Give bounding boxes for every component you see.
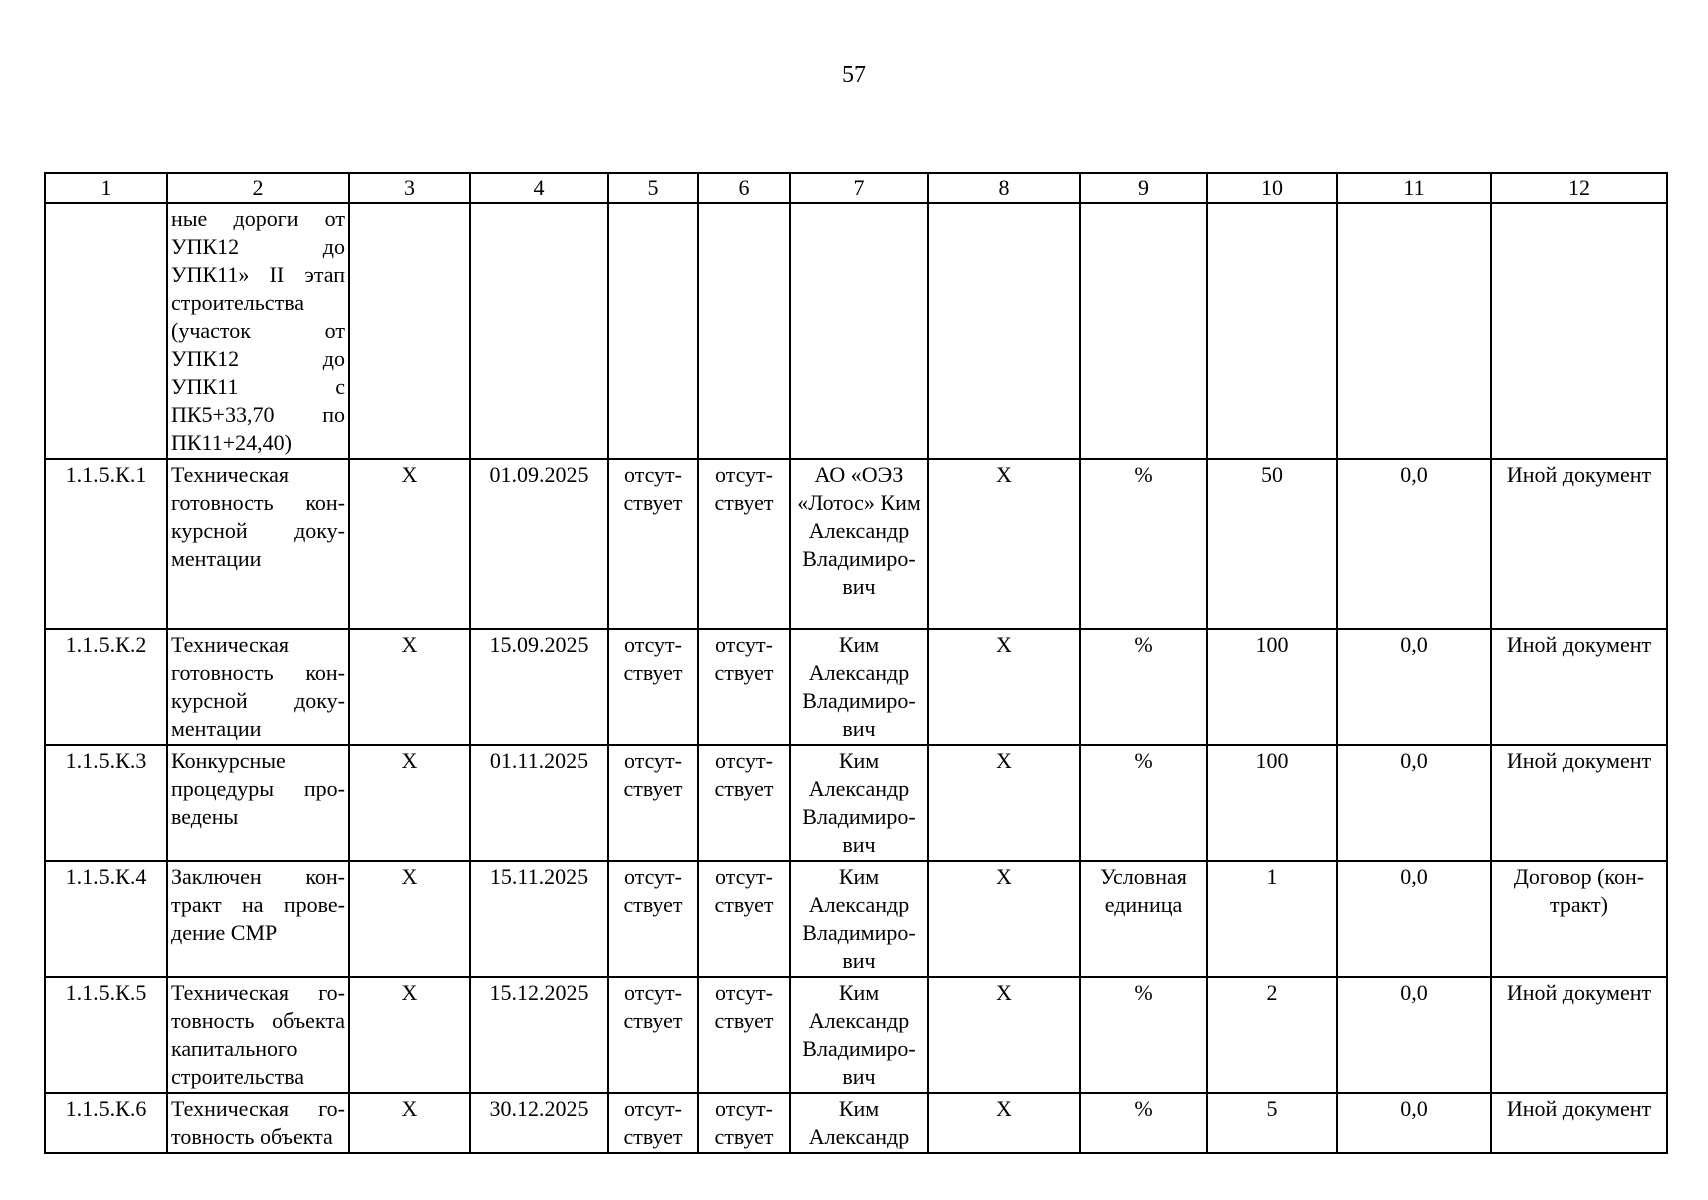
row-document: Иной документ: [1491, 459, 1667, 629]
row-responsible: Ким Александр Владимиро-вич: [790, 629, 928, 745]
continuation-row: [45, 203, 1667, 459]
table-cell: отсут-ствует: [608, 861, 698, 977]
row-name: Конкурсные процедуры про-ведены: [167, 745, 349, 861]
column-header: 6: [698, 173, 790, 203]
row-unit: %: [1080, 745, 1207, 861]
row-unit: Условная единица: [1080, 861, 1207, 977]
row-responsible: Ким Александр: [790, 1093, 928, 1153]
row-value: 100: [1207, 629, 1337, 745]
row-responsible: Ким Александр Владимиро-вич: [790, 745, 928, 861]
table-cell: X: [928, 977, 1080, 1093]
row-document: Иной документ: [1491, 745, 1667, 861]
text-line: ПК11+24,40): [171, 430, 292, 455]
table-cell: X: [928, 745, 1080, 861]
text-line: УПК12 до: [171, 234, 345, 259]
column-header: 3: [349, 173, 470, 203]
table-row: [45, 459, 1667, 629]
row-unit: %: [1080, 629, 1207, 745]
table-row: [45, 977, 1667, 1093]
text-line: ПК5+33,70 по: [171, 402, 345, 427]
table-cell: отсут-ствует: [698, 629, 790, 745]
row-name: Техническая го-товность объекта: [167, 1093, 349, 1153]
table-cell: [1080, 203, 1207, 459]
table-cell-name: [167, 203, 349, 459]
text-line: УПК11 с: [171, 374, 345, 399]
table-cell: X: [928, 459, 1080, 629]
table-cell: отсут-ствует: [608, 745, 698, 861]
table-cell: отсут-ствует: [608, 977, 698, 1093]
table-cell: [1337, 203, 1491, 459]
row-name: Техническая готовность кон-курсной доку-ментации: [167, 459, 349, 629]
row-code: 1.1.5.К.5: [45, 977, 167, 1093]
table-cell: 0,0: [1337, 745, 1491, 861]
row-name: Техническая го-товность объекта капитального строительства: [167, 977, 349, 1093]
table-row: [45, 745, 1667, 861]
table-cell: отсут-ствует: [698, 977, 790, 1093]
table-cell: отсут-ствует: [698, 1093, 790, 1153]
row-code: 1.1.5.К.6: [45, 1093, 167, 1153]
table-cell: X: [349, 1093, 470, 1153]
table-cell: X: [349, 629, 470, 745]
text-line: ные дороги от: [171, 206, 345, 231]
table-row: [45, 629, 1667, 745]
table-cell: X: [928, 629, 1080, 745]
row-value: 100: [1207, 745, 1337, 861]
row-date: 15.11.2025: [470, 861, 608, 977]
row-unit: %: [1080, 1093, 1207, 1153]
row-responsible: Ким Александр Владимиро-вич: [790, 861, 928, 977]
row-document: Иной документ: [1491, 629, 1667, 745]
control-points-table: [44, 172, 1668, 1154]
row-name: Техническая готовность кон-курсной доку-ментации: [167, 629, 349, 745]
column-header: 7: [790, 173, 928, 203]
column-header: 9: [1080, 173, 1207, 203]
text-line: строительства: [171, 290, 305, 315]
row-responsible: АО «ОЭЗ «Лотос» Ким Александр Владимиро-вич: [790, 459, 928, 629]
table-cell: [1491, 203, 1667, 459]
row-date: 30.12.2025: [470, 1093, 608, 1153]
column-header: 4: [470, 173, 608, 203]
column-header: 1: [45, 173, 167, 203]
text-line: УПК12 до: [171, 346, 345, 371]
row-document: Договор (кон-тракт): [1491, 861, 1667, 977]
table-cell: X: [349, 861, 470, 977]
table-cell: X: [349, 459, 470, 629]
table-cell: [928, 203, 1080, 459]
row-value: 1: [1207, 861, 1337, 977]
text-line: УПК11» II этап: [171, 262, 345, 287]
column-header: 2: [167, 173, 349, 203]
table-cell: X: [349, 745, 470, 861]
table-cell: [45, 203, 167, 459]
column-number-row: [45, 173, 1667, 203]
table-row: [45, 1093, 1667, 1153]
table-cell: 0,0: [1337, 977, 1491, 1093]
row-code: 1.1.5.К.3: [45, 745, 167, 861]
table-cell: [608, 203, 698, 459]
text-line: (участок от: [171, 318, 345, 343]
table-cell: [698, 203, 790, 459]
table-cell: отсут-ствует: [608, 1093, 698, 1153]
row-document: Иной документ: [1491, 977, 1667, 1093]
table-cell: 0,0: [1337, 459, 1491, 629]
row-code: 1.1.5.К.1: [45, 459, 167, 629]
table-cell: 0,0: [1337, 629, 1491, 745]
row-code: 1.1.5.К.2: [45, 629, 167, 745]
table-cell: 0,0: [1337, 1093, 1491, 1153]
row-date: 01.11.2025: [470, 745, 608, 861]
table-cell: [790, 203, 928, 459]
table-cell: [1207, 203, 1337, 459]
page-number: 57: [842, 62, 866, 88]
row-date: 15.09.2025: [470, 629, 608, 745]
column-header: 5: [608, 173, 698, 203]
row-date: 15.12.2025: [470, 977, 608, 1093]
row-name: Заключен кон-тракт на прове-дение СМР: [167, 861, 349, 977]
table-cell: [470, 203, 608, 459]
column-header: 8: [928, 173, 1080, 203]
table-cell: отсут-ствует: [698, 459, 790, 629]
row-responsible: Ким Александр Владимиро-вич: [790, 977, 928, 1093]
row-document: Иной документ: [1491, 1093, 1667, 1153]
column-header: 12: [1491, 173, 1667, 203]
column-header: 10: [1207, 173, 1337, 203]
table-cell: отсут-ствует: [608, 459, 698, 629]
row-value: 5: [1207, 1093, 1337, 1153]
table-cell: отсут-ствует: [608, 629, 698, 745]
column-header: 11: [1337, 173, 1491, 203]
table-cell: X: [928, 1093, 1080, 1153]
table-cell: отсут-ствует: [698, 861, 790, 977]
table-row: [45, 861, 1667, 977]
row-value: 2: [1207, 977, 1337, 1093]
row-unit: %: [1080, 459, 1207, 629]
table-cell: [349, 203, 470, 459]
table-cell: X: [349, 977, 470, 1093]
row-value: 50: [1207, 459, 1337, 629]
table-cell: 0,0: [1337, 861, 1491, 977]
row-date: 01.09.2025: [470, 459, 608, 629]
row-unit: %: [1080, 977, 1207, 1093]
table-cell: отсут-ствует: [698, 745, 790, 861]
table-cell: X: [928, 861, 1080, 977]
row-code: 1.1.5.К.4: [45, 861, 167, 977]
